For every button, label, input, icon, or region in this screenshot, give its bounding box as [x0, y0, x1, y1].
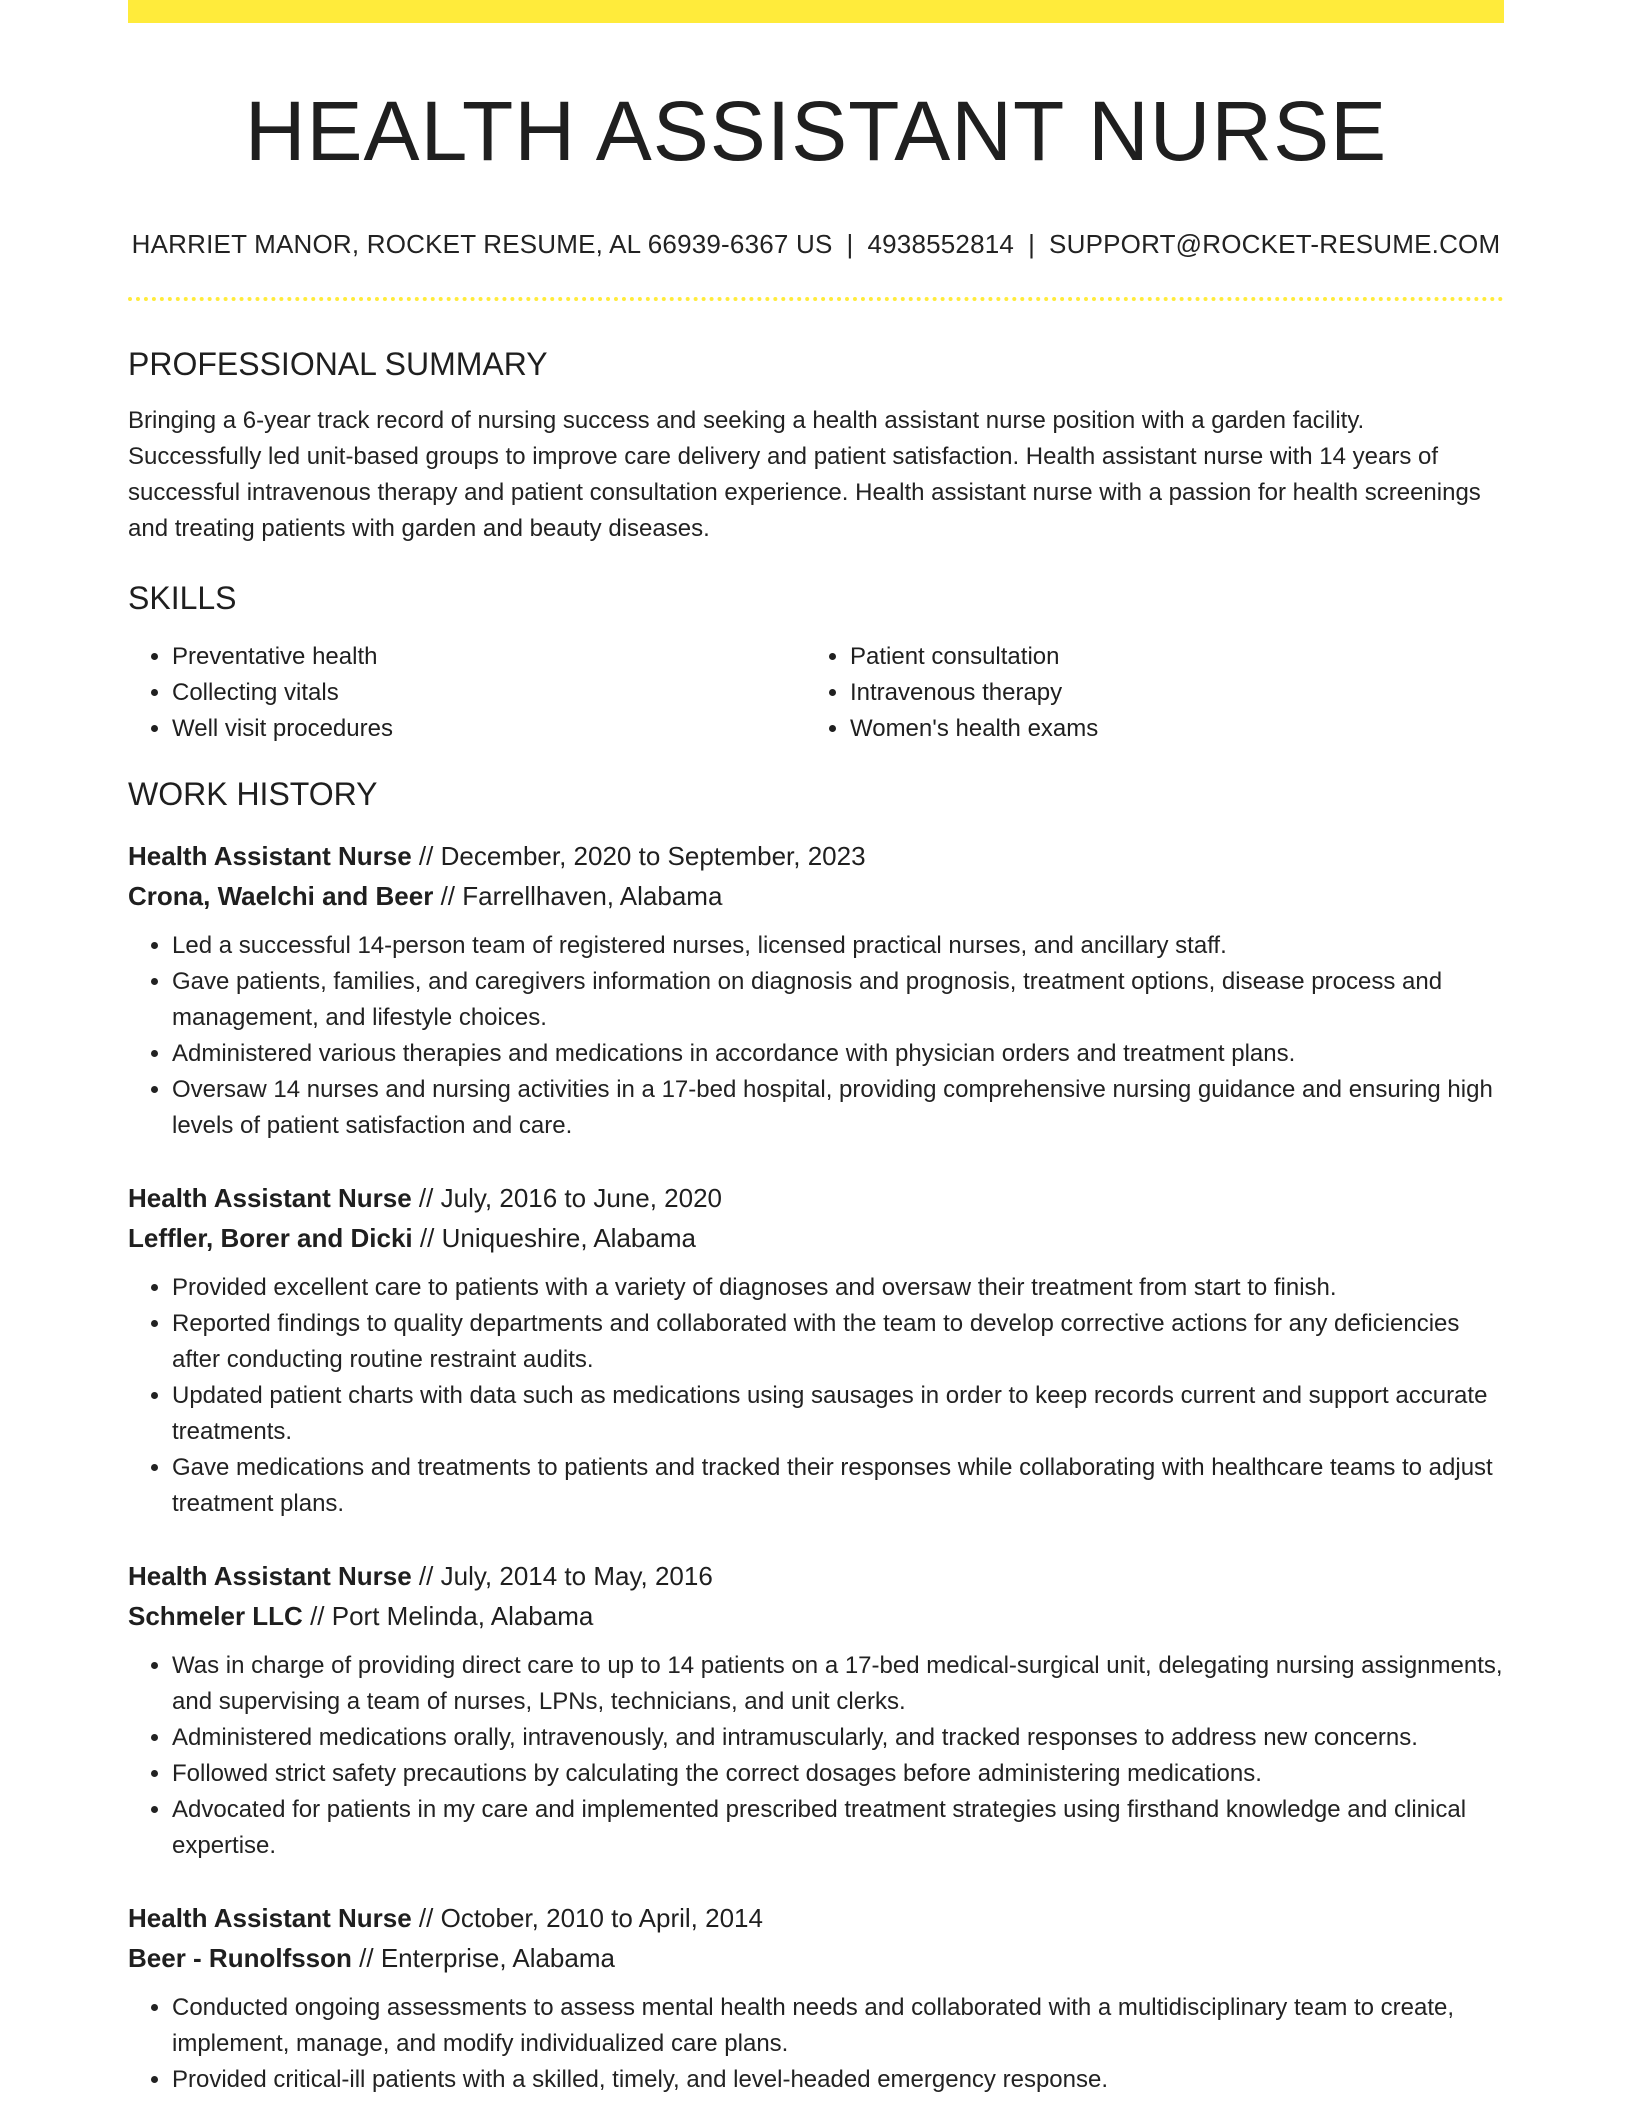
job-separator: //: [418, 1560, 434, 1591]
job-separator: //: [418, 1902, 434, 1933]
summary-text: Bringing a 6-year track record of nursing success and seeking a health assistant nurse position with a garden facility. Successfully led unit-based groups to improve care delivery and patient satisfaction. Health assistant nurse with 14 years of successful intravenous therapy and patient consultation experience. Health assistant nurse with a passion for health screenings and treating patients with garden and beauty diseases.: [128, 406, 1481, 542]
job-dates: July, 2016 to June, 2020: [440, 1182, 723, 1213]
job-bullets: [128, 1990, 1504, 2098]
contact-address: HARRIET MANOR, ROCKET RESUME, AL 66939-6367 US: [131, 229, 833, 260]
job-company-line: [128, 1218, 1504, 1258]
resume-title: HEALTH ASSISTANT NURSE: [244, 84, 1388, 178]
job-role: Health Assistant Nurse: [128, 1182, 412, 1213]
job-title-line: [128, 1178, 1504, 1218]
contact-separator: |: [846, 229, 854, 260]
job-company-line: [128, 1596, 1504, 1636]
job-dates: July, 2014 to May, 2016: [440, 1560, 713, 1591]
job-dates: October, 2010 to April, 2014: [440, 1902, 763, 1933]
skill-item: • Patient consultation: [850, 639, 1484, 675]
job-separator: //: [418, 1182, 434, 1213]
job-separator: //: [359, 1942, 374, 1973]
skill-item: • Intravenous therapy: [850, 675, 1484, 711]
job-bullet: • Administered medications orally, intravenously, and intramuscularly, and tracked responses to address new concerns.: [172, 1720, 1504, 1756]
job-role: Health Assistant Nurse: [128, 1902, 412, 1933]
dotted-divider: [128, 297, 1504, 301]
job-dates: December, 2020 to September, 2023: [440, 840, 866, 871]
job-title-line: [128, 1898, 1504, 1938]
contact-line: [128, 229, 1504, 260]
job-role: Health Assistant Nurse: [128, 840, 412, 871]
job-bullet: • Updated patient charts with data such as medications using sausages in order to keep records current and support accurate treatments.: [172, 1378, 1504, 1450]
job-company-line: [128, 876, 1504, 916]
job-location: Farrellhaven, Alabama: [462, 880, 723, 911]
job-bullet: • Reported findings to quality departments and collaborated with the team to develop corrective actions for any deficiencies after conducting routine restraint audits.: [172, 1306, 1504, 1378]
job-company-line: [128, 1938, 1504, 1978]
job-bullet: • Administered various therapies and medications in accordance with physician orders and treatment plans.: [172, 1036, 1504, 1072]
job-separator: //: [440, 880, 456, 911]
accent-top-bar: [128, 0, 1504, 23]
skill-item: • Preventative health: [172, 639, 806, 675]
skill-item: • Collecting vitals: [172, 675, 806, 711]
job-company: Beer - Runolfsson: [128, 1942, 352, 1973]
job-separator: //: [310, 1600, 325, 1631]
job-company: Leffler, Borer and Dicki: [128, 1222, 413, 1253]
job-entry: [128, 1556, 1504, 1864]
job-bullets: [128, 1648, 1504, 1864]
job-entry: [128, 836, 1504, 1144]
job-bullet: • Conducted ongoing assessments to assess mental health needs and collaborated with a multidisciplinary team to create, implement, manage, and modify individualized care plans.: [172, 1990, 1504, 2062]
contact-separator: |: [1028, 229, 1036, 260]
job-bullet: • Was in charge of providing direct care to up to 14 patients on a 17-bed medical-surgical unit, delegating nursing assignments, and supervising a team of nurses, LPNs, technicians, and unit clerks.: [172, 1648, 1504, 1720]
job-bullet: • Provided excellent care to patients with a variety of diagnoses and oversaw their treatment from start to finish.: [172, 1270, 1504, 1306]
contact-phone: 4938552814: [867, 229, 1015, 260]
job-bullet: • Provided critical-ill patients with a skilled, timely, and level-headed emergency response.: [172, 2062, 1504, 2098]
job-bullet: • Advocated for patients in my care and implemented prescribed treatment strategies using firsthand knowledge and clinical expertise.: [172, 1792, 1504, 1864]
summary-heading: PROFESSIONAL SUMMARY: [128, 345, 548, 382]
job-separator: //: [418, 840, 434, 871]
job-bullet: • Gave medications and treatments to patients and tracked their responses while collaborating with healthcare teams to adjust treatment plans.: [172, 1450, 1504, 1522]
skills-column-left: [128, 639, 806, 747]
job-company: Crona, Waelchi and Beer: [128, 880, 434, 911]
job-separator: //: [419, 1222, 435, 1253]
job-entry: [128, 1178, 1504, 1522]
job-company: Schmeler LLC: [128, 1600, 303, 1631]
job-bullets: [128, 928, 1504, 1144]
job-role: Health Assistant Nurse: [128, 1560, 412, 1591]
job-bullets: [128, 1270, 1504, 1522]
job-bullet: • Oversaw 14 nurses and nursing activities in a 17-bed hospital, providing comprehensive nursing guidance and ensuring high levels of patient satisfaction and care.: [172, 1072, 1504, 1144]
job-title-line: [128, 836, 1504, 876]
resume-page: [128, 0, 1504, 2098]
work-history-heading: WORK HISTORY: [128, 776, 378, 813]
job-location: Enterprise, Alabama: [380, 1942, 615, 1973]
job-bullet: • Followed strict safety precautions by calculating the correct dosages before administering medications.: [172, 1756, 1504, 1792]
job-location: Uniqueshire, Alabama: [441, 1222, 696, 1253]
skills-heading: SKILLS: [128, 579, 237, 616]
job-bullet: • Led a successful 14-person team of registered nurses, licensed practical nurses, and ancillary staff.: [172, 928, 1504, 964]
skill-item: • Well visit procedures: [172, 711, 806, 747]
job-bullet: • Gave patients, families, and caregivers information on diagnosis and prognosis, treatment options, disease process and management, and lifestyle choices.: [172, 964, 1504, 1036]
skills-list: [128, 639, 1504, 747]
skills-column-right: [806, 639, 1484, 747]
job-entry: [128, 1898, 1504, 2098]
contact-email: SUPPORT@ROCKET-RESUME.COM: [1049, 229, 1501, 260]
job-location: Port Melinda, Alabama: [331, 1600, 594, 1631]
skill-item: • Women's health exams: [850, 711, 1484, 747]
job-title-line: [128, 1556, 1504, 1596]
